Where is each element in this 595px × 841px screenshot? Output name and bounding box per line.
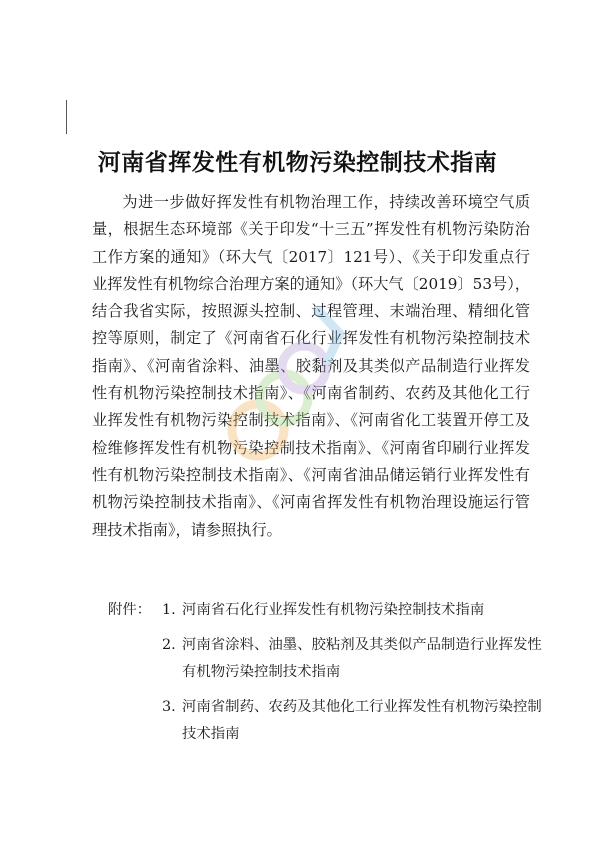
attachment-number: 3. — [162, 699, 176, 715]
attachment-number: 1. — [162, 602, 176, 618]
attachments-list — [108, 597, 548, 756]
attachment-item — [108, 632, 548, 686]
attachment-item — [108, 597, 548, 624]
margin-mark — [66, 100, 67, 134]
attachment-title: 河南省制药、农药及其他化工行业挥发性有机物污染控制技术指南 — [182, 699, 542, 742]
document-title: 河南省挥发性有机物污染控制技术指南 — [97, 149, 498, 176]
attachment-title: 河南省涂料、油墨、胶粘剂及其类似产品制造行业挥发性有机物污染控制技术指南 — [182, 637, 542, 680]
attachments-label: 附件： — [108, 602, 152, 618]
attachment-number: 2. — [162, 637, 176, 653]
attachment-item — [108, 694, 548, 748]
attachment-title: 河南省石化行业挥发性有机物污染控制技术指南 — [182, 602, 485, 618]
body-paragraph: 为进一步做好挥发性有机物治理工作，持续改善环境空气质量，根据生态环境部《关于印发“十三五”挥发性有机物污染防治工作方案的通知》（环大气〔2017〕121号）、《关于印发重点行业挥发性有机物综合治理方案的通知》（环大气〔2019〕53号），结合我省实际，按照源头控制、过程管理、末端治理、精细化管控等原则，制定了《河南省石化行业挥发性有机物污染控制技术指南》、《河南省涂料、油墨、胶黏剂及其类似产品制造行业挥发性有机物污染控制技术指南》、《河南省制药、农药及其他化工行业挥发性有机物污染控制技术指南》、《河南省化工装置开停工及检维修挥发性有机物污染控制技术指南》、《河南省印刷行业挥发性有机物污染控制技术指南》、《河南省油品储运销行业挥发性有机物污染控制技术指南》、《河南省挥发性有机物治理设施运行管理技术指南》，请参照执行。 — [92, 193, 530, 539]
